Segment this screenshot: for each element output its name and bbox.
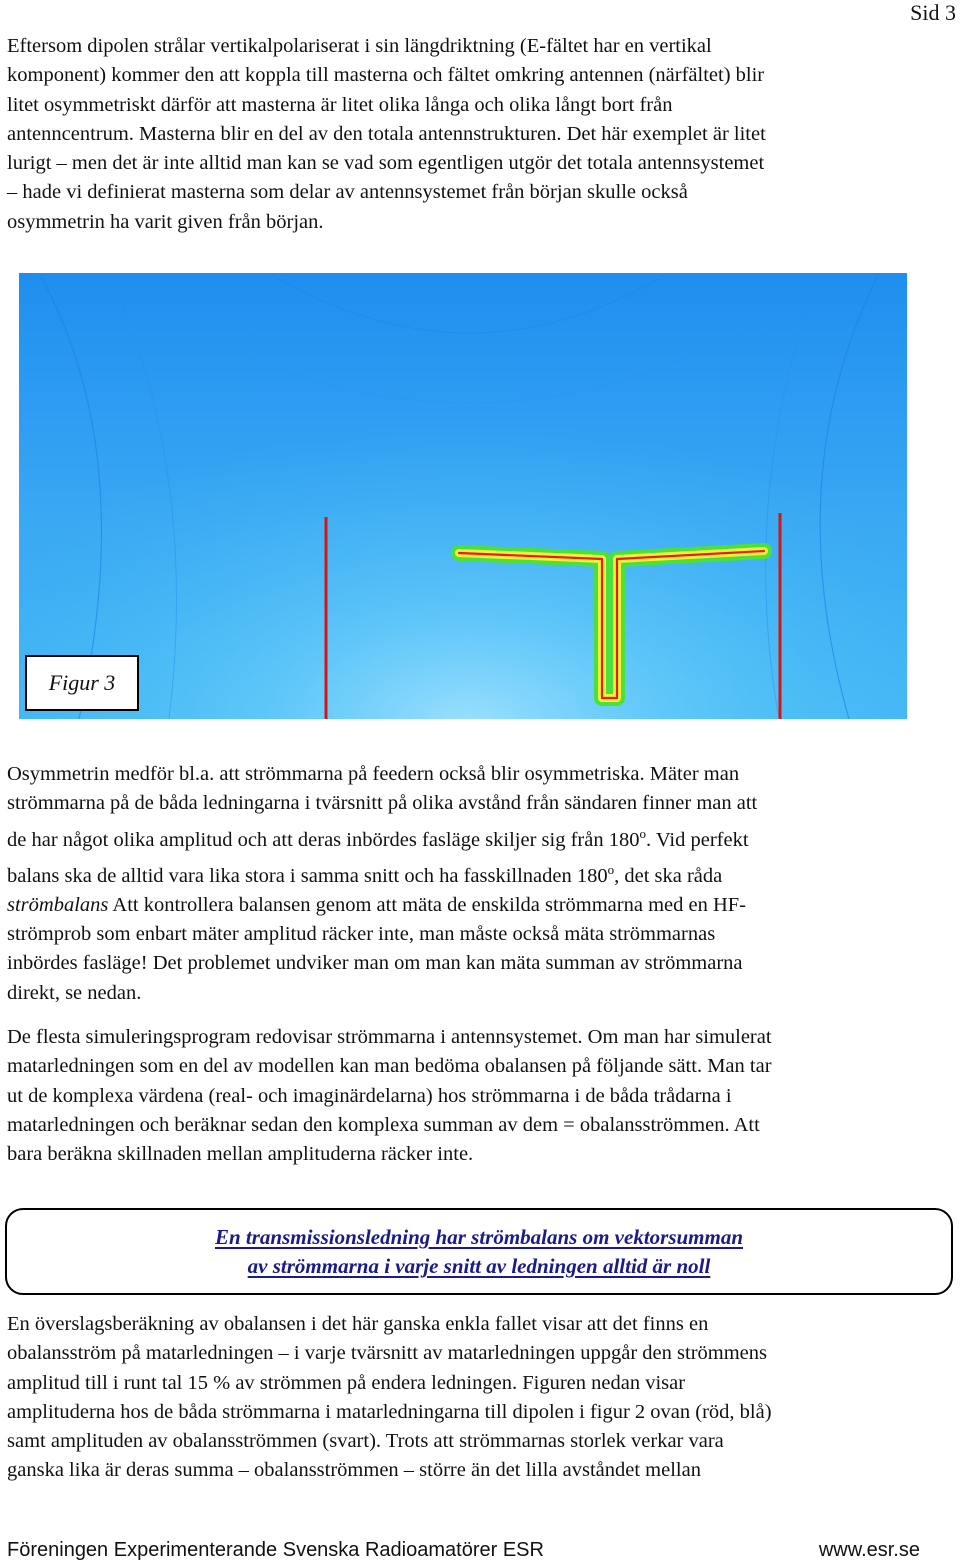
text-line: amplitud till i runt tal 15 % av strömmen på endera ledningen. Figuren nedan visar	[7, 1371, 686, 1394]
text-line: – hade vi definierat masterna som delar av antennsystemet från början skulle också	[7, 181, 688, 204]
text-line: direkt, se nedan.	[7, 981, 142, 1004]
text-line: strömmarna på de båda ledningarna i tvärsnitt på olika avstånd från sändaren finner man att	[7, 792, 758, 815]
figure-caption-box: Figur 3	[25, 655, 139, 711]
text-line: ut de komplexa värdena (real- och imaginärdelarna) hos strömmarna i de båda trådarna i	[7, 1084, 732, 1107]
emphasized-term: strömbalans	[7, 893, 109, 916]
text-line: obalansström på matarledningen – i varje tvärsnitt av matarledningen uppgår den strömmens	[7, 1342, 767, 1365]
footer-organization: Föreningen Experimenterande Svenska Radioamatörer ESR	[7, 1539, 544, 1561]
text-line: De flesta simuleringsprogram redovisar strömmarna i antennsystemet. Om man har simulerat	[7, 1026, 772, 1048]
degree-superscript: o	[639, 825, 646, 841]
text-segment: Att kontrollera balansen genom att mäta de enskilda strömmarna med en HF-	[108, 893, 746, 916]
asymmetry-paragraph	[7, 760, 955, 1008]
text-line: matarledningen och beräknar sedan den komplexa summan av dem = obalansströmmen. Att	[7, 1113, 760, 1136]
text-line: ganska lika är deras summa – obalansströmmen – större än det lilla avståndet mellan	[7, 1459, 701, 1482]
field-simulation-figure	[19, 273, 907, 719]
text-line: bara beräkna skillnaden mellan amplituderna räcker inte.	[7, 1143, 474, 1166]
text-line: osymmetrin ha varit given från början.	[7, 210, 324, 233]
text-line: Osymmetrin medför bl.a. att strömmarna på feedern också blir osymmetriska. Mäter man	[7, 763, 740, 785]
field-plot	[19, 273, 907, 719]
text-line: litet osymmetriskt därför att masterna är litet olika långa och olika långt bort från	[7, 93, 673, 116]
footer-website-link[interactable]: www.esr.se	[818, 1539, 920, 1561]
text-line	[7, 819, 955, 855]
text-line	[7, 855, 955, 891]
text-line: lurigt – men det är inte alltid man kan se vad som egentligen utgör det totala antennsystemet	[7, 152, 765, 175]
degree-superscript: o	[607, 861, 615, 877]
text-line: Eftersom dipolen strålar vertikalpolariserat i sin längdriktning (E-fältet har en vertikal	[7, 35, 712, 57]
text-segment: balans ska de alltid vara lika stora i samma snitt och ha fasskillnaden 180	[7, 864, 608, 887]
text-line: antenncentrum. Masterna blir en del av den totala antennstrukturen. Det här exemplet är litet	[7, 122, 766, 145]
text-line: komponent) kommer den att koppla till masterna och fältet omkring antennen (närfältet) blir	[7, 64, 765, 87]
callout-line: En transmissionsledning har strömbalans om vektorsumman	[214, 1225, 744, 1249]
text-line: amplituderna hos de båda strömmarna i matarledningarna till dipolen i figur 2 ovan (röd, blå)	[7, 1400, 772, 1423]
page-number: Sid 3	[910, 0, 956, 25]
intro-paragraph	[7, 32, 955, 237]
text-line: strömprob som enbart mäter amplitud räcker inte, man måste också mäta strömmarnas	[7, 923, 716, 946]
simulation-paragraph	[7, 1023, 955, 1169]
callout-line: av strömmarna i varje snitt av ledningen alltid är noll	[247, 1254, 711, 1278]
text-line: matarledningen som en del av modellen kan man bedöma obalansen på följande sätt. Man tar	[7, 1055, 772, 1078]
text-line: samt amplituden av obalansströmmen (svart). Trots att strömmarnas storlek verkar vara	[7, 1430, 724, 1453]
text-line	[7, 891, 955, 920]
estimate-paragraph	[7, 1310, 955, 1486]
text-segment: de har något olika amplitud och att deras inbördes fasläge skiljer sig från 180	[7, 828, 640, 851]
definition-callout	[5, 1208, 953, 1295]
text-segment: , det ska råda	[614, 864, 723, 887]
text-segment: . Vid perfekt	[645, 828, 749, 851]
text-line: En överslagsberäkning av obalansen i det här ganska enkla fallet visar att det finns en	[7, 1313, 709, 1335]
text-line: inbördes fasläge! Det problemet undviker man om man kan mäta summan av strömmarna	[7, 952, 743, 975]
